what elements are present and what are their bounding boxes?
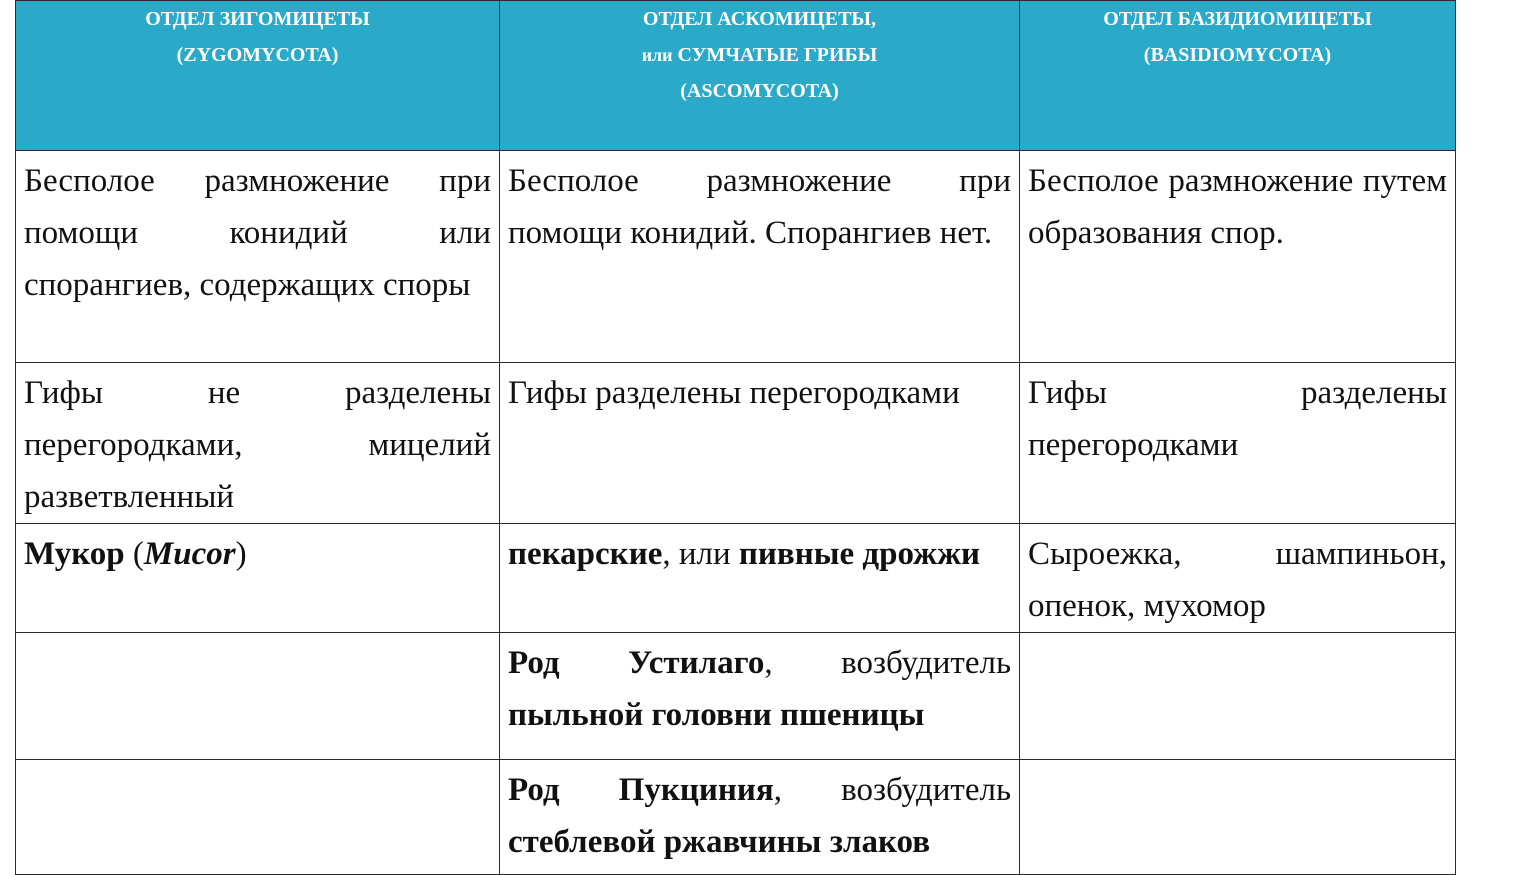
header-ascomycota-alt-title: СУМЧАТЫЕ ГРИБЫ bbox=[672, 44, 878, 66]
table-cell: Сыроежка, шампиньон, опенок, мухомор bbox=[1020, 524, 1456, 633]
header-ascomycota bbox=[500, 1, 1020, 151]
disease-name: пыльной головни пшеницы bbox=[508, 697, 925, 733]
header-ascomycota-title: ОТДЕЛ АСКОМИЦЕТЫ, bbox=[642, 8, 877, 30]
table-cell bbox=[16, 524, 500, 633]
header-zygomycota-latin: (ZYGOMYCOTA) bbox=[176, 44, 339, 66]
header-zygomycota-title: ОТДЕЛ ЗИГОМИЦЕТЫ bbox=[145, 8, 370, 30]
example-name: пивные дрожжи bbox=[738, 536, 981, 572]
text-fragment: , возбудитель bbox=[773, 772, 1011, 808]
table-cell-empty bbox=[1020, 760, 1456, 875]
header-ascomycota-or: или bbox=[641, 45, 673, 65]
table-row-examples bbox=[16, 524, 1456, 633]
table-cell-empty bbox=[16, 760, 500, 875]
text-fragment: ( bbox=[124, 536, 144, 572]
header-basidiomycota bbox=[1020, 1, 1456, 151]
table-row-ustilago bbox=[16, 633, 1456, 760]
table-cell: Бесполое размножение при помощи конидий. Спорангиев нет. bbox=[500, 151, 1020, 363]
table-cell: Бесполое размножение при помощи конидий или спорангиев, содержащих споры bbox=[16, 151, 500, 363]
text-fragment: , возбудитель bbox=[764, 645, 1011, 681]
header-ascomycota-latin: (ASCOMYCOTA) bbox=[680, 80, 839, 102]
header-basidiomycota-latin: (BASIDIOMYCOTA) bbox=[1143, 44, 1332, 66]
header-zygomycota bbox=[16, 1, 500, 151]
disease-name: стеблевой ржавчины злаков bbox=[508, 824, 931, 860]
table-cell-empty bbox=[1020, 633, 1456, 760]
table-cell: Гифы не разделены перегородками, мицелий разветвленный bbox=[16, 363, 500, 524]
table-cell: Гифы разделены перегородками bbox=[1020, 363, 1456, 524]
fungi-comparison-table bbox=[15, 0, 1456, 875]
text-fragment: , или bbox=[662, 536, 739, 572]
table-cell: Гифы разделены перегородками bbox=[500, 363, 1020, 524]
table-cell bbox=[500, 760, 1020, 875]
genus-name: Род Пукциния bbox=[508, 772, 774, 808]
table-cell: Бесполое размножение путем образования спор. bbox=[1020, 151, 1456, 363]
table-cell-empty bbox=[16, 633, 500, 760]
example-name: Мукор bbox=[24, 536, 125, 572]
genus-name: Род Устилаго bbox=[508, 645, 765, 681]
text-fragment: ) bbox=[235, 536, 247, 572]
example-latin-name: Mucor bbox=[143, 536, 236, 572]
table-row-reproduction bbox=[16, 151, 1456, 363]
header-basidiomycota-title: ОТДЕЛ БАЗИДИОМИЦЕТЫ bbox=[1103, 8, 1372, 30]
table-cell bbox=[500, 633, 1020, 760]
table-row-hyphae bbox=[16, 363, 1456, 524]
table-row-puccinia bbox=[16, 760, 1456, 875]
table-cell bbox=[500, 524, 1020, 633]
example-name: пекарские bbox=[508, 536, 663, 572]
table-header bbox=[16, 1, 1456, 151]
header-row bbox=[16, 1, 1456, 151]
